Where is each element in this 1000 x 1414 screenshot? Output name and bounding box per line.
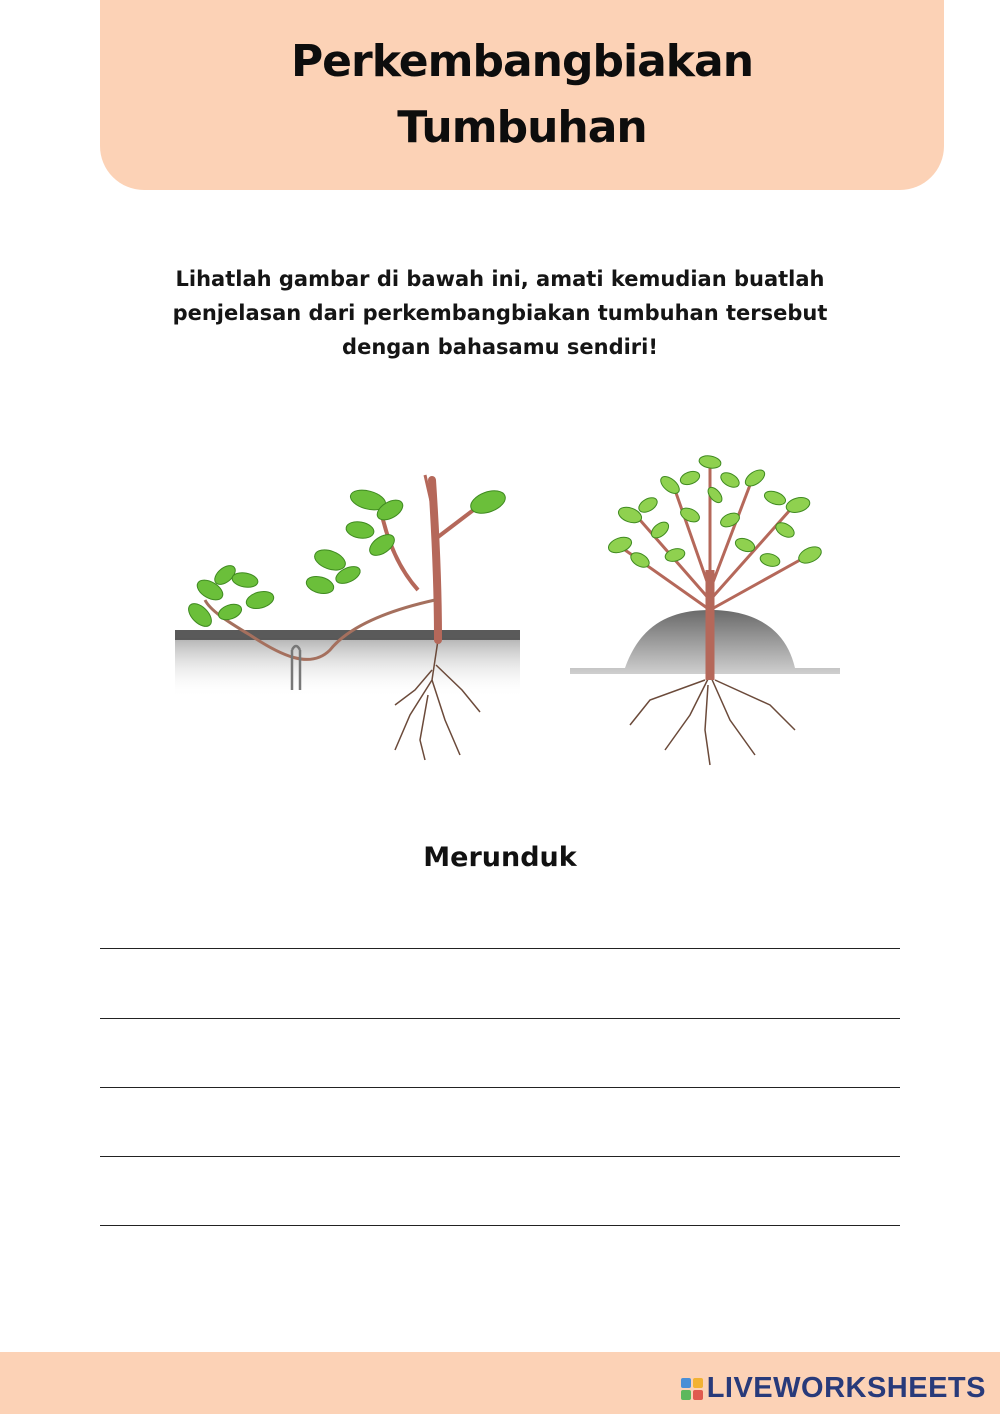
page-title-line-1: Perkembangbiakan — [290, 36, 754, 87]
instruction-line-1: Lihatlah gambar di bawah ini, amati kemudian buatlah — [175, 267, 825, 291]
footer-bar — [0, 1352, 1000, 1414]
answer-line-4[interactable] — [100, 1156, 900, 1157]
liveworksheets-logo[interactable] — [681, 1372, 986, 1405]
mound-layering-plant — [570, 454, 840, 765]
method-caption: Merunduk — [423, 842, 577, 873]
brand-text: LIVEWORKSHEETS — [706, 1372, 986, 1404]
answer-line-5[interactable] — [100, 1225, 900, 1226]
answer-line-1[interactable] — [100, 948, 900, 949]
title-banner — [100, 0, 944, 190]
soil-layer — [175, 638, 520, 698]
instruction-text — [150, 262, 850, 364]
instruction-line-3: dengan bahasamu sendiri! — [342, 335, 658, 359]
answer-line-2[interactable] — [100, 1018, 900, 1019]
roots — [630, 675, 795, 765]
plant-layering-illustration — [170, 450, 850, 770]
answer-line-3[interactable] — [100, 1087, 900, 1088]
liveworksheets-icon — [681, 1378, 703, 1400]
leaves — [184, 486, 508, 630]
soil-mound — [570, 610, 840, 674]
page-title-line-2: Tumbuhan — [397, 102, 647, 153]
instruction-line-2: penjelasan dari perkembangbiakan tumbuhan tersebut — [172, 301, 828, 325]
simple-layering-plant — [175, 475, 520, 760]
leaves — [606, 454, 824, 570]
